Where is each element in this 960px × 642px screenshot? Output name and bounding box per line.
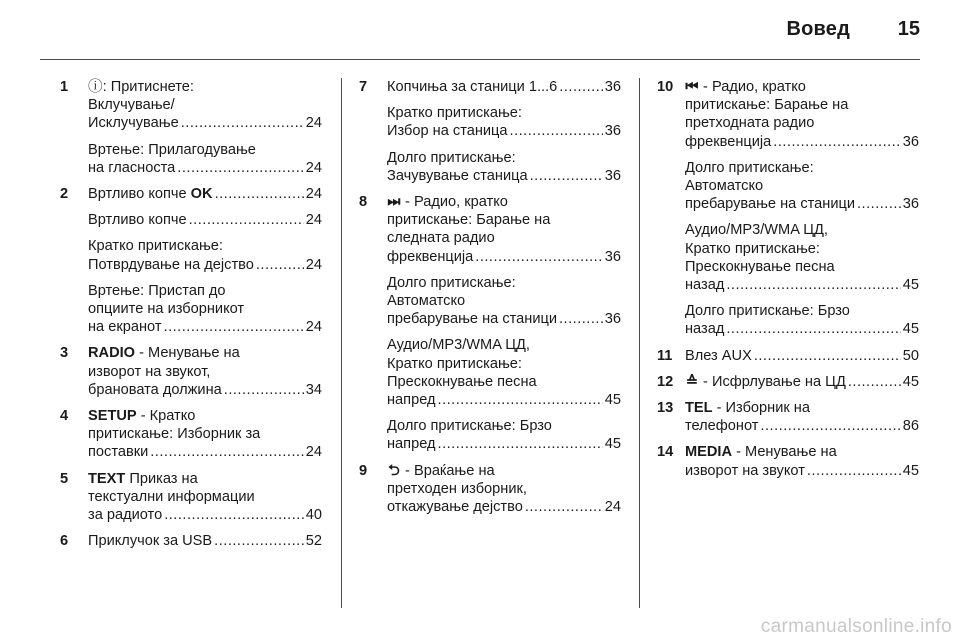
entry-line: притискање: Барање на (685, 97, 849, 114)
reference-label: напред (387, 436, 436, 453)
page-number: 15 (897, 18, 920, 40)
page-reference-line (685, 133, 919, 151)
page-reference-line (88, 114, 322, 132)
entry-line: Аудио/MP3/WMA ЦД, (387, 337, 530, 354)
reference-text (685, 417, 758, 435)
dot-leader (857, 195, 901, 213)
reference-text (88, 256, 254, 274)
column-divider (341, 78, 342, 608)
entry-number: 13 (657, 400, 674, 417)
entry-paragraph (685, 78, 919, 151)
reference-text (685, 373, 846, 391)
page-reference: 34 (305, 381, 322, 398)
reference-text (88, 185, 213, 203)
dot-leader (525, 498, 603, 516)
reference-text (88, 443, 148, 461)
page-reference: 24 (604, 499, 621, 516)
reference-text (387, 435, 436, 453)
entry-line: Вртење: Прилагодување (88, 141, 256, 158)
dot-leader (559, 78, 602, 96)
entry-number: 4 (60, 408, 69, 425)
page-reference: 40 (305, 507, 322, 524)
page-reference-line (685, 462, 919, 480)
entry-line: Кратко притискање: (387, 105, 522, 122)
reference-label: Вртливо копче (88, 212, 187, 229)
page-reference-line (88, 443, 322, 461)
entry-paragraph (387, 336, 621, 409)
page-reference-line (88, 506, 322, 524)
entry-paragraph (685, 373, 919, 391)
page-header (0, 0, 960, 62)
entry-paragraph (685, 443, 919, 479)
page-reference: 24 (305, 256, 322, 273)
entry-line: Аудио/MP3/WMA ЦД, (685, 222, 828, 239)
entry-paragraph (88, 282, 322, 337)
page-reference: 24 (305, 115, 322, 132)
entry-line: притискање: Барање на (387, 212, 551, 229)
entry-paragraph (685, 347, 919, 365)
page-reference: 24 (305, 319, 322, 336)
button-name: TEL (685, 400, 713, 417)
reference-label: напред (387, 392, 436, 409)
button-name: TEXT (88, 470, 126, 487)
entry-line: изворот на звукот, (88, 363, 211, 380)
entry-paragraph (387, 193, 621, 266)
page-reference: 86 (902, 418, 919, 435)
line-text: - Менување на (732, 444, 837, 461)
entry-number: 1 (60, 79, 69, 95)
reference-label: Зачувување станица (387, 167, 528, 184)
entry-line: претходната радио (685, 115, 815, 132)
entry-paragraph (88, 211, 322, 229)
reference-label: Вртливо копче (88, 186, 191, 203)
entry-number: 6 (60, 533, 69, 550)
page-reference-line (88, 256, 322, 274)
eject-icon: ≙ (685, 373, 699, 390)
reference-text (88, 114, 179, 132)
entry-line: Кратко притискање: (88, 238, 223, 255)
entry-line (685, 78, 919, 96)
reference-text (387, 167, 528, 185)
reference-label: брановата должина (88, 381, 222, 398)
reference-label: Копчиња за станици 1...6 (387, 79, 558, 95)
button-icon: ⏮ (685, 79, 699, 95)
reference-text (685, 347, 752, 365)
reference-text (88, 532, 212, 550)
dot-leader (215, 185, 304, 203)
dot-leader (754, 347, 901, 365)
entry-paragraph (88, 407, 322, 462)
reference-text (88, 318, 162, 336)
dot-leader (177, 159, 303, 177)
legend-entry (657, 78, 919, 339)
dot-leader (807, 462, 901, 480)
page-reference: 24 (305, 159, 322, 176)
reference-text (685, 462, 805, 480)
reference-label: откажување дејство (387, 499, 523, 516)
page-reference-line (387, 435, 621, 453)
page-reference-line (88, 159, 322, 177)
page-reference: 45 (604, 436, 621, 453)
page-reference-line (685, 320, 919, 338)
reference-text (387, 498, 523, 516)
line-text: - Радио, кратко (699, 79, 806, 95)
entry-paragraph (387, 274, 621, 329)
entry-number: 12 (657, 373, 674, 390)
reference-label: Влез AUX (685, 347, 752, 364)
entry-number: 3 (60, 345, 69, 362)
legend-entry (657, 347, 919, 365)
reference-text (387, 122, 508, 140)
reference-label: - Исфрлување на ЦД (699, 373, 846, 390)
entry-line: Кратко притискање: (685, 240, 820, 257)
reference-text (685, 133, 771, 151)
page-reference-line (387, 78, 621, 96)
entry-line: Вртење: Пристап до (88, 282, 226, 299)
legend-entry (60, 185, 322, 336)
dot-leader (181, 114, 304, 132)
entry-paragraph (685, 221, 919, 294)
page-reference-line (685, 276, 919, 294)
page-reference-line (387, 391, 621, 409)
entry-number: 9 (359, 462, 368, 479)
entry-paragraph (685, 399, 919, 435)
reference-label: изворот на звукот (685, 462, 805, 479)
reference-text (387, 248, 473, 266)
page-reference-line (387, 248, 621, 266)
reference-label: на гласноста (88, 159, 176, 176)
legend-entry (657, 373, 919, 391)
entry-line: Кратко притискање: (387, 355, 522, 372)
legend-entry (359, 193, 621, 454)
reference-label: пребарување на станици (685, 196, 855, 213)
button-icon: ⮌ (388, 462, 400, 479)
reference-label: пребарување на станици (387, 311, 557, 328)
page-reference: 45 (902, 277, 919, 294)
dot-leader (150, 443, 304, 461)
legend-entry (60, 344, 322, 399)
page-reference: 36 (604, 123, 621, 140)
dot-leader (164, 318, 304, 336)
reference-text (88, 506, 162, 524)
entry-line (685, 443, 919, 461)
section-title: Вовед (786, 18, 850, 40)
reference-label: Исклучување (88, 115, 179, 132)
entry-line: Прескокнување песна (387, 373, 537, 390)
reference-label: фреквенција (387, 248, 474, 265)
legend-entry (359, 78, 621, 185)
page-reference-line (88, 211, 322, 229)
dot-leader (438, 435, 603, 453)
dot-leader (760, 417, 900, 435)
dot-leader (214, 532, 304, 550)
page-reference-line (387, 167, 621, 185)
entry-paragraph (88, 237, 322, 273)
legend-entry (60, 78, 322, 177)
reference-label: за радиото (88, 507, 163, 524)
entry-paragraph (88, 141, 322, 177)
entry-paragraph (88, 78, 322, 133)
line-text: - Враќање на (401, 462, 495, 479)
entry-line: претходен изборник, (387, 480, 527, 497)
column-2 (359, 78, 621, 524)
entry-paragraph (387, 417, 621, 453)
page-reference: 24 (305, 212, 322, 229)
entry-number: 11 (657, 347, 673, 364)
entry-line: следната радио (387, 230, 495, 247)
dot-leader (848, 373, 901, 391)
page-reference-line (685, 195, 919, 213)
dot-leader (164, 506, 304, 524)
entry-paragraph (387, 149, 621, 185)
page-reference: 36 (604, 79, 621, 95)
page-reference: 45 (902, 373, 919, 390)
dot-leader (773, 133, 901, 151)
page-reference-line (88, 381, 322, 399)
entry-line: текстуални информации (88, 488, 255, 505)
column-3 (657, 78, 919, 488)
entry-paragraph (387, 462, 621, 517)
entry-line: Автоматско (387, 293, 466, 310)
entry-paragraph (88, 532, 322, 550)
legend-entry (60, 407, 322, 462)
page-reference-line (387, 310, 621, 328)
button-name: OK (190, 186, 213, 203)
reference-label: фреквенција (685, 133, 772, 150)
page-reference-line (88, 185, 322, 203)
line-text: - Изборник на (712, 400, 810, 417)
legend-entry (657, 399, 919, 435)
reference-text (685, 276, 724, 294)
line-text: - Менување на (135, 345, 240, 362)
page-reference: 36 (902, 196, 919, 213)
dot-leader (256, 256, 304, 274)
reference-label: телефонот (685, 418, 759, 435)
legend-entry (60, 532, 322, 550)
reference-label: назад (685, 321, 725, 338)
dot-leader (510, 122, 603, 140)
entry-line: Долго притискање: (685, 159, 814, 176)
entry-number: 8 (359, 194, 368, 211)
dot-leader (189, 211, 304, 229)
entry-line (387, 462, 621, 480)
page-reference: 45 (902, 321, 919, 338)
legend-entry (359, 462, 621, 517)
entry-line (88, 470, 322, 488)
column-1 (60, 78, 322, 558)
page-reference-line (88, 318, 322, 336)
page-reference: 45 (902, 462, 919, 479)
page-reference: 50 (902, 347, 919, 364)
button-name: SETUP (88, 408, 137, 425)
button-icon: ⏭ (387, 194, 401, 211)
reference-label: Избор на станица (387, 123, 508, 140)
entry-line: Долго притискање: (387, 274, 516, 291)
header-rule (40, 59, 920, 60)
reference-label: на екранот (88, 319, 162, 336)
entry-line: Вклучување/ (88, 97, 175, 114)
entry-line: Автоматско (685, 178, 764, 195)
dot-leader (726, 320, 900, 338)
line-text: Приказ на (125, 470, 198, 487)
dot-leader (438, 391, 603, 409)
reference-label: поставки (88, 444, 149, 461)
column-divider (639, 78, 640, 608)
entry-line: опциите на изборникот (88, 301, 245, 318)
reference-text (88, 159, 175, 177)
button-name: RADIO (88, 345, 136, 362)
legend-entry (60, 470, 322, 525)
reference-text (685, 195, 855, 213)
reference-text (387, 310, 557, 328)
entry-line (387, 193, 621, 211)
dot-leader (475, 248, 603, 266)
entry-line: притискање: Изборник за (88, 426, 261, 443)
reference-text (88, 381, 222, 399)
dot-leader (530, 167, 603, 185)
page-reference-line (387, 122, 621, 140)
page-reference: 36 (604, 311, 621, 328)
dot-leader (224, 381, 304, 399)
entry-number: 5 (60, 470, 69, 487)
dot-leader (559, 310, 603, 328)
entry-line (88, 407, 322, 425)
page-reference: 24 (305, 444, 322, 461)
reference-text (88, 211, 187, 229)
page-reference-line (685, 417, 919, 435)
reference-label: назад (685, 277, 725, 294)
entry-line: Долго притискање: Брзо (387, 418, 552, 435)
entry-number: 14 (657, 444, 674, 461)
watermark: carmanualsonline.info (760, 616, 952, 637)
entry-paragraph (387, 104, 621, 140)
entry-paragraph (685, 159, 919, 214)
page-reference: 36 (902, 133, 919, 150)
button-name: MEDIA (685, 444, 733, 461)
entry-line: Прескокнување песна (685, 258, 835, 275)
entry-line: ⓘ: Притиснете: (88, 79, 194, 95)
page-reference: 36 (604, 248, 621, 265)
page-reference: 45 (604, 392, 621, 409)
entry-number: 10 (657, 79, 674, 95)
page-reference-line (685, 347, 919, 365)
entry-number: 7 (359, 79, 368, 95)
page-reference: 24 (305, 186, 322, 203)
reference-text (387, 78, 557, 96)
dot-leader (726, 276, 900, 294)
entry-paragraph (387, 78, 621, 96)
reference-label: Приклучок за USB (88, 533, 213, 550)
page-reference-line (88, 532, 322, 550)
entry-paragraph (685, 302, 919, 338)
entry-line: Долго притискање: (387, 149, 516, 166)
entry-line: Долго притискање: Брзо (685, 303, 850, 320)
reference-label: Потврдување на дејство (88, 256, 254, 273)
line-text: - Кратко (136, 408, 196, 425)
page-reference-line (387, 498, 621, 516)
entry-paragraph (88, 344, 322, 399)
entry-line (88, 344, 322, 362)
page-reference-line (685, 373, 919, 391)
entry-line (685, 399, 919, 417)
reference-text (387, 391, 436, 409)
entry-paragraph (88, 470, 322, 525)
entry-number: 2 (60, 186, 69, 203)
line-text: - Радио, кратко (401, 194, 508, 211)
reference-text (685, 320, 724, 338)
legend-entry (657, 443, 919, 479)
entry-paragraph (88, 185, 322, 203)
page-reference: 36 (604, 167, 621, 184)
page-reference: 52 (305, 533, 322, 550)
